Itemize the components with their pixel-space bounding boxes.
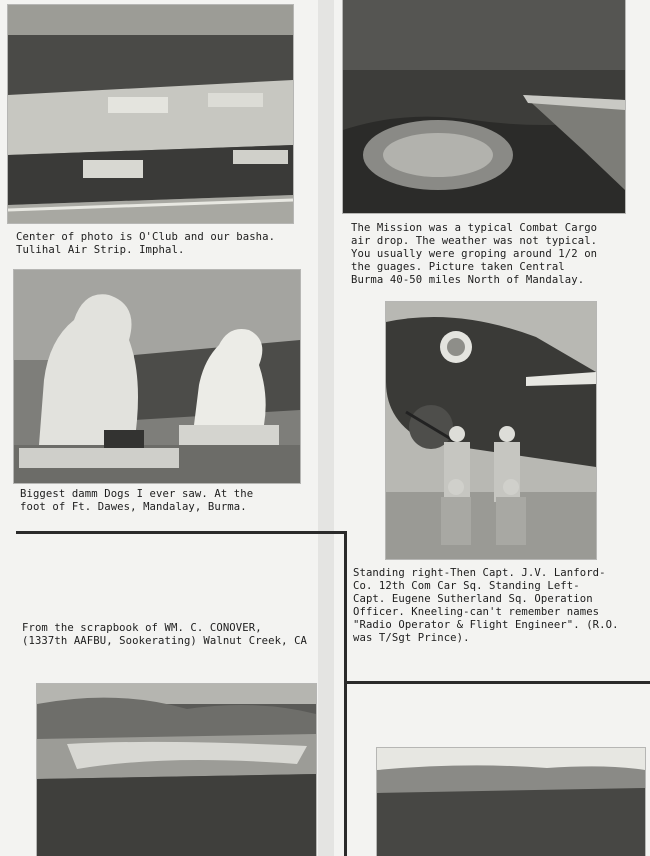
aircraft-crew-image xyxy=(386,302,596,559)
left-box-top-rule xyxy=(16,531,346,534)
airstrip-caption: Center of photo is O'Club and our basha. Tulihal Air Strip. Imphal. xyxy=(16,231,276,256)
jungle-air-drop-image xyxy=(343,0,625,213)
right-box-top-rule xyxy=(346,681,650,684)
landscape-photo-right xyxy=(377,748,645,856)
airstrip-photo xyxy=(8,5,293,223)
mission-caption: The Mission was a typical Combat Cargo air drop. The weather was not typical. You usually were groping around 1/2 on the guages. Picture taken Central Burma 40-50 miles North of Mandalay. xyxy=(351,222,598,286)
crew-photo xyxy=(386,302,596,559)
mountain-landscape-image xyxy=(37,684,316,856)
chinthe-statues-image xyxy=(14,270,300,483)
crew-caption: Standing right-Then Capt. J.V. Lanford- Co. 12th Com Car Sq. Standing Left- Capt. Eugene Sutherland Sq. Operation Officer. Kneeling-can't remember names "Radio Operator & Flight Engineer". (R.O. was T/Sgt Prince). xyxy=(353,567,619,644)
airstrip-image xyxy=(8,5,293,223)
dogs-photo xyxy=(14,270,300,483)
mission-photo xyxy=(343,0,625,213)
page-fold-shadow xyxy=(318,0,334,856)
landscape-photo-left xyxy=(37,684,316,856)
left-box-right-rule xyxy=(344,531,347,856)
dogs-caption: Biggest damm Dogs I ever saw. At the foot of Ft. Dawes, Mandalay, Burma. xyxy=(20,488,254,513)
scrapbook-credit: From the scrapbook of WM. C. CONOVER, (1337th AAFBU, Sookerating) Walnut Creek, CA xyxy=(22,622,308,647)
hazy-aerial-image xyxy=(377,748,645,856)
